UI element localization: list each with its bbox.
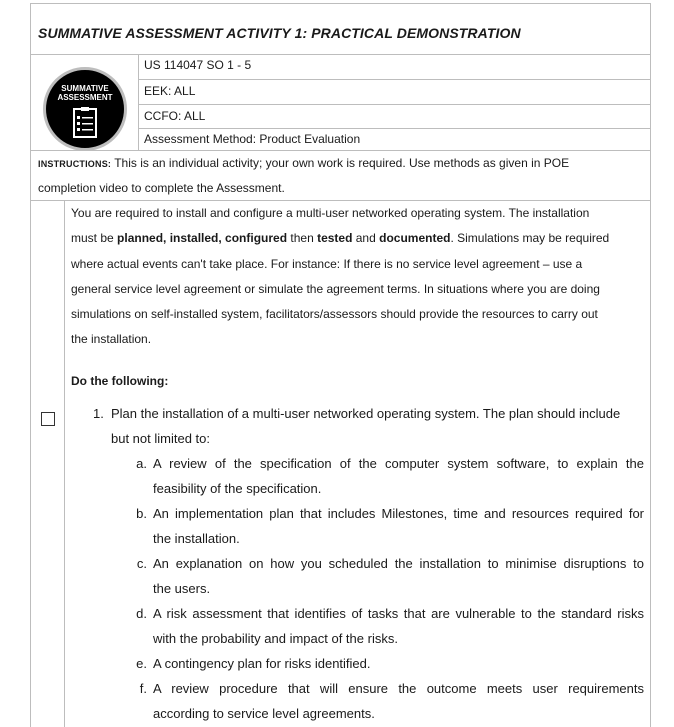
task1-number: 1.	[93, 406, 104, 421]
instructions: INSTRUCTIONS: This is an individual activity; your own work is required. Use methods as given in POE	[38, 156, 570, 170]
instructions-line2: completion video to complete the Assessment.	[38, 181, 285, 195]
intro-line: simulations on self-installed system, facilitators/assessors should provide the resources to carry out	[71, 307, 598, 321]
divider	[138, 104, 650, 105]
page-title: SUMMATIVE ASSESSMENT ACTIVITY 1: PRACTICAL DEMONSTRATION	[38, 25, 521, 41]
checklist-icon	[70, 107, 100, 139]
intro-line: where actual events can't take place. For instance: If there is no service level agreement – use a	[71, 257, 583, 271]
badge-line1: SUMMATIVE	[61, 84, 109, 93]
unit-standard: US 114047 SO 1 - 5	[144, 58, 252, 72]
task-checkbox[interactable]	[41, 412, 55, 426]
eek-value: EEK: ALL	[144, 84, 196, 98]
divider	[138, 128, 650, 129]
task1-line1: Plan the installation of a multi-user networked operating system. The plan should include	[111, 406, 621, 421]
summative-assessment-badge	[43, 67, 127, 151]
instructions-label: INSTRUCTIONS:	[38, 159, 112, 169]
assessment-document: SUMMATIVE ASSESSMENT ACTIVITY 1: PRACTICAL DEMONSTRATION SUMMATIVE ASSESSMENT US 114047 SO 1 - 5 EEK: ALL CCFO: ALL Assessment Method: Product Evaluation INSTRUCTIONS: This is an individual activity; your own work is required. Use methods as given in POE completion video to complete the Assessment. You are required to install and configure a multi-user networked operating system. The installation must be planned, installed, configured then tested and documented. Simulations may be required where actual events can't take place. For instance: If there is no service level agreement – use a general service level agreement or simulate the agreement terms. In situations where you are doing simulations on self-installed system, facilitators/assessors should provide the resources to carry out the installation. Do the following: 1. Plan the installation of a multi-user networked operating system. The plan should include but not limited to: a. A review of the specification of the computer system software, to explain the feasibility of the specification. b. An implementation plan that includes Milestones, time and resources required for the installation. c. An explanation on how you scheduled the installation to minimise disruptions to the users. d. A risk assessment that identifies of tasks that are vulnerable to the standard risks with the probability and impact of the risks. e. A contingency plan for risks identified. f. A review procedure that will ensure the outcome meets user requirements according to service level agreements.	[30, 3, 651, 727]
divider	[31, 150, 650, 151]
divider	[31, 200, 650, 201]
do-following-heading: Do the following:	[71, 374, 169, 388]
badge-line2: ASSESSMENT	[57, 93, 113, 102]
divider	[64, 200, 65, 727]
divider	[138, 54, 139, 151]
intro-line: must be planned, installed, configured then tested and documented. Simulations may be required	[71, 231, 610, 245]
intro-line: general service level agreement or simulate the agreement terms. In situations where you are doing	[71, 282, 600, 296]
intro-line: the installation.	[71, 332, 152, 346]
intro-line: You are required to install and configure a multi-user networked operating system. The installation	[71, 206, 590, 220]
ccfo-value: CCFO: ALL	[144, 109, 206, 123]
divider	[31, 54, 650, 55]
divider	[138, 79, 650, 80]
task1-line2: but not limited to:	[111, 431, 210, 446]
assessment-method: Assessment Method: Product Evaluation	[144, 132, 361, 146]
